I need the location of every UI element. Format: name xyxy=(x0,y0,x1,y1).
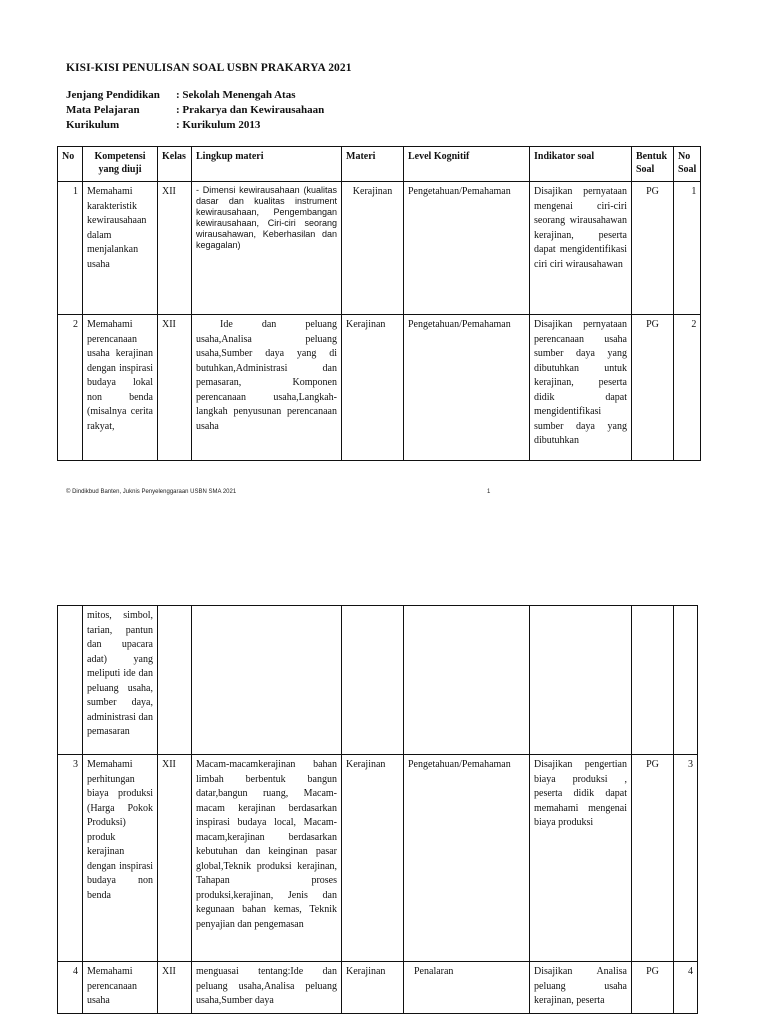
cell-materi: Kerajinan xyxy=(342,755,404,962)
cell-kompetensi: Memahami karakteristik kewirausahaan dalam menjalankan usaha xyxy=(83,182,158,315)
cell-level: Pengetahuan/Pemahaman xyxy=(404,182,530,315)
cell-lingkup: menguasai tentang:Ide dan peluang usaha,Analisa peluang usaha,Sumber daya xyxy=(192,962,342,1014)
header-level: Level Kognitif xyxy=(404,147,530,182)
cell-kelas: XII xyxy=(158,182,192,315)
header-kelas: Kelas xyxy=(158,147,192,182)
cell-bentuk: PG xyxy=(632,755,674,962)
cell-indikator: Disajikan pengertian biaya produksi , peserta didik dapat memahami mengenai biaya produksi xyxy=(530,755,632,962)
cell-lingkup xyxy=(192,606,342,755)
cell-level xyxy=(404,606,530,755)
cell-bentuk xyxy=(632,606,674,755)
header-indikator: Indikator soal xyxy=(530,147,632,182)
table-row xyxy=(58,606,698,755)
cell-kelas: XII xyxy=(158,755,192,962)
cell-no: 1 xyxy=(58,182,83,315)
cell-kompetensi: Memahami perhitungan biaya produksi (Harga Pokok Produksi) produk kerajinan dengan inspirasi budaya non benda xyxy=(83,755,158,962)
meta-mapel: Mata Pelajaran : Prakarya dan Kewirausahaan xyxy=(66,104,325,116)
cell-bentuk: PG xyxy=(632,182,674,315)
cell-bentuk: PG xyxy=(632,962,674,1014)
table-header-row xyxy=(58,147,701,182)
table-row xyxy=(58,755,698,962)
cell-indikator: Disajikan pernyataan perencanaan usaha sumber daya yang dibutuhkan untuk kerajinan, peserta didik dapat mengidentifikasi sumber daya yang dibutuhkan xyxy=(530,315,632,461)
cell-kompetensi: Memahami perencanaan usaha xyxy=(83,962,158,1014)
kisi-kisi-table-page1 xyxy=(57,146,701,461)
cell-no: 3 xyxy=(58,755,83,962)
cell-kelas xyxy=(158,606,192,755)
cell-nosoal: 2 xyxy=(674,315,701,461)
cell-kelas: XII xyxy=(158,315,192,461)
cell-bentuk: PG xyxy=(632,315,674,461)
document-title: KISI-KISI PENULISAN SOAL USBN PRAKARYA 2021 xyxy=(66,62,352,74)
header-materi: Materi xyxy=(342,147,404,182)
cell-level: Penalaran xyxy=(404,962,530,1014)
page-number: 1 xyxy=(487,489,491,495)
header-lingkup: Lingkup materi xyxy=(192,147,342,182)
cell-kompetensi: Memahami perencanaan usaha kerajinan dengan inspirasi budaya lokal non benda (misalnya cerita rakyat, xyxy=(83,315,158,461)
header-kompetensi: Kompetensi yang diuji xyxy=(83,147,158,182)
cell-materi xyxy=(342,606,404,755)
cell-indikator: Disajikan pernyataan mengenai ciri-ciri seorang wirausahawan kerajinan, peserta dapat mengidentifikasi ciri ciri wirausahawan xyxy=(530,182,632,315)
cell-lingkup: - Dimensi kewirausahaan (kualitas dasar dan kualitas instrument kewirausahaan, Pengembangan kewirausahaan, Ciri-ciri seorang wirausahawan, Keberhasilan dan kegagalan) xyxy=(192,182,342,315)
header-no: No xyxy=(58,147,83,182)
cell-nosoal xyxy=(674,606,698,755)
cell-materi: Kerajinan xyxy=(342,962,404,1014)
cell-kompetensi: mitos, simbol, tarian, pantun dan upacara adat) yang meliputi ide dan peluang usaha, sumber daya, administrasi dan pemasaran xyxy=(83,606,158,755)
cell-materi: Kerajinan xyxy=(342,315,404,461)
cell-nosoal: 3 xyxy=(674,755,698,962)
cell-no: 2 xyxy=(58,315,83,461)
meta-kurikulum: Kurikulum : Kurikulum 2013 xyxy=(66,119,261,131)
header-nosoal: No Soal xyxy=(674,147,701,182)
cell-nosoal: 1 xyxy=(674,182,701,315)
cell-no: 4 xyxy=(58,962,83,1014)
cell-kelas: XII xyxy=(158,962,192,1014)
header-bentuk: Bentuk Soal xyxy=(632,147,674,182)
kisi-kisi-table-page2 xyxy=(57,605,698,1014)
table-row xyxy=(58,182,701,315)
cell-indikator: Disajikan Analisa peluang usaha kerajinan, peserta xyxy=(530,962,632,1014)
cell-lingkup: Macam-macamkerajinan bahan limbah berbentuk bangun datar,bangun ruang, Macam-macam kerajinan berdasarkan inspirasi budaya local, Macam-macam,kerajinan berdasarkan kebutuhan dan keinginan pasar global,Teknik produksi kerajinan, Tahapan proses produksi,kerajinan, Jenis dan kegunaan bahan kemas, Teknik penyajian dan pengemasan xyxy=(192,755,342,962)
page-footer: © Dindikbud Banten, Juknis Penyelenggaraan USBN SMA 2021 xyxy=(66,489,237,495)
meta-jenjang: Jenjang Pendidikan : Sekolah Menengah Atas xyxy=(66,89,296,101)
cell-level: Pengetahuan/Pemahaman xyxy=(404,315,530,461)
cell-lingkup: Ide dan peluang usaha,Analisa peluang usaha,Sumber daya yang di butuhkan,Administrasi dan pemasaran, Komponen perencanaan usaha,Langkah-langkah penyusunan perencanaan usaha xyxy=(192,315,342,461)
cell-indikator xyxy=(530,606,632,755)
cell-materi: Kerajinan xyxy=(342,182,404,315)
table-row xyxy=(58,315,701,461)
cell-no xyxy=(58,606,83,755)
cell-level: Pengetahuan/Pemahaman xyxy=(404,755,530,962)
cell-nosoal: 4 xyxy=(674,962,698,1014)
table-row xyxy=(58,962,698,1014)
